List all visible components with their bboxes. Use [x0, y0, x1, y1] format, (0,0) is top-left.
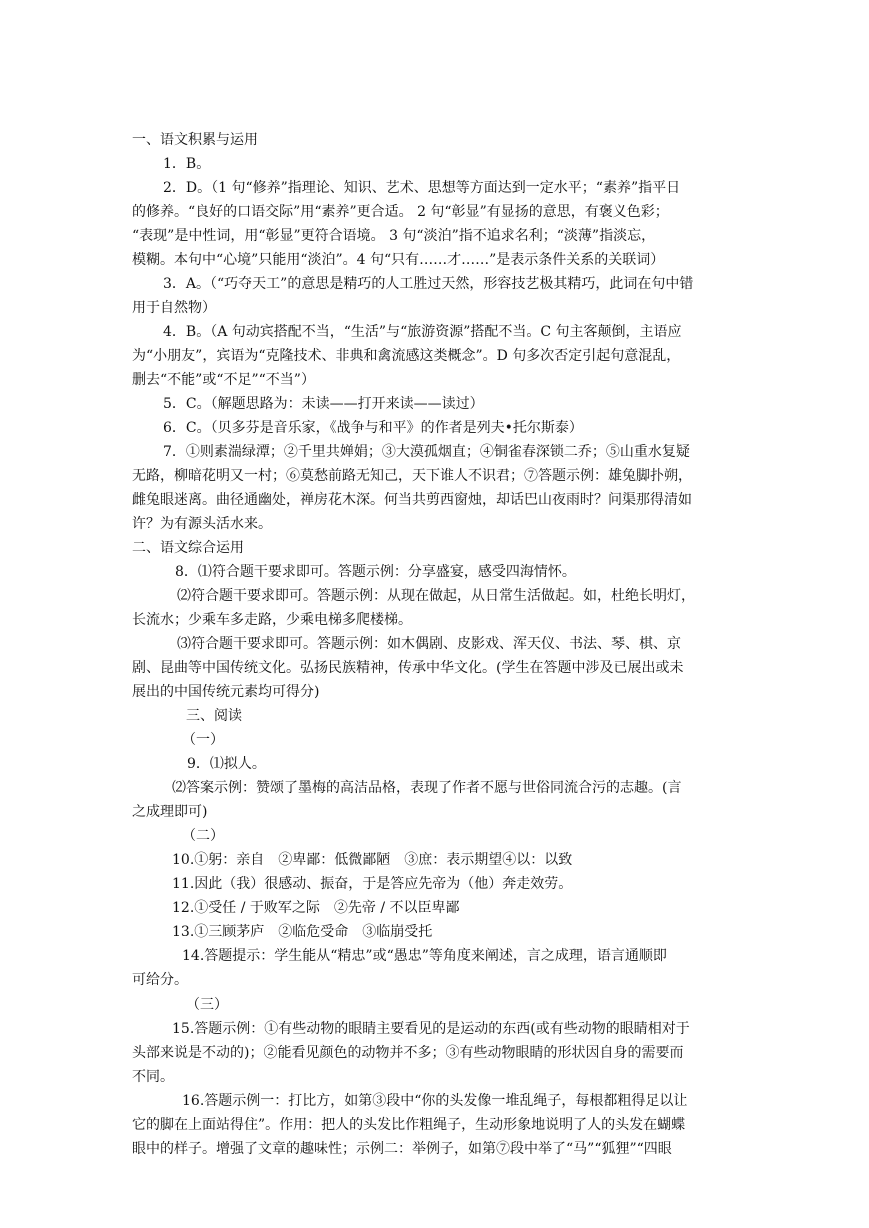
text-line: 13.①三顾茅庐 ②临危受命 ③临崩受托 — [172, 924, 433, 940]
text-line: ⑵答案示例：赞颂了墨梅的高洁品格，表现了作者不愿与世俗同流合污的志趣。(言 — [172, 780, 682, 796]
text-line: 为“小朋友”，宾语为“克隆技术、非典和禽流感这类概念”。D 句多次否定引起句意混乱， — [132, 348, 681, 364]
text-line: 用于自然物） — [132, 300, 216, 316]
text-line: 不同。 — [132, 1069, 174, 1085]
text-line: 14.答题提示：学生能从“精忠”或“愚忠”等角度来阐述，言之成理，语言通顺即 — [182, 948, 667, 964]
text-line: 4．B。（A 句动宾搭配不当，“生活”与“旅游资源”搭配不当。C 句主客颠倒，主语应 — [163, 324, 682, 340]
text-line: 三、阅读 — [186, 708, 242, 724]
text-line: 2．D。（1 句“修养”指理论、知识、艺术、思想等方面达到一定水平；“素养”指平日 — [163, 180, 681, 196]
text-line: 删去“不能”或“不足”“不当”） — [132, 372, 315, 388]
text-line: 之成理即可) — [132, 804, 208, 820]
text-line: 二、语文综合运用 — [132, 540, 244, 556]
text-line: 6．C。（贝多芬是音乐家，《战争与和平》的作者是列夫•托尔斯泰） — [163, 420, 583, 436]
text-line: 它的脚在上面站得住”。作用：把人的头发比作粗绳子，生动形象地说明了人的头发在蝴蝶 — [132, 1117, 686, 1133]
text-line: 10.①躬：亲自 ②卑鄙：低微鄙陋 ③庶：表示期望④以：以致 — [172, 852, 573, 868]
text-line: 15.答题示例：①有些动物的眼睛主要看见的是运动的东西(或有些动物的眼睛相对于 — [172, 1021, 690, 1037]
text-line: 模糊。本句中“心境”只能用“淡泊”。4 句“只有……才……”是表示条件关系的关联词） — [132, 252, 665, 268]
text-line: （三） — [186, 997, 228, 1013]
text-line: 7．①则素湍绿潭；②千里共婵娟；③大漠孤烟直；④铜雀春深锁二乔；⑤山重水复疑 — [163, 444, 690, 460]
text-line: 11.因此（我）很感动、振奋，于是答应先帝为（他）奔走效劳。 — [172, 876, 573, 892]
text-line: 无路，柳暗花明又一村；⑥莫愁前路无知己，天下谁人不识君；⑦答题示例：雄兔脚扑朔， — [132, 468, 692, 484]
text-line: 5．C。（解题思路为：未读——打开来读——读过） — [163, 396, 484, 412]
text-line: 16.答题示例一：打比方，如第③段中“你的头发像一堆乱绳子，每根都粗得足以让 — [182, 1093, 688, 1109]
text-line: ⑵符合题干要求即可。答题示例：从现在做起，从日常生活做起。如，杜绝长明灯， — [177, 588, 695, 604]
text-line: 许？为有源头活水来。 — [132, 516, 272, 532]
text-line: ⑶符合题干要求即可。答题示例：如木偶剧、皮影戏、浑天仪、书法、琴、棋、京 — [177, 636, 681, 652]
text-line: 一、语文积累与运用 — [132, 132, 258, 148]
text-line: “表现”是中性词，用“彰显”更符合语境。 3 句“淡泊”指不追求名利；“淡薄”指淡忘， — [132, 228, 656, 244]
text-line: 可给分。 — [132, 972, 188, 988]
text-line: 眼中的样子。增强了文章的趣味性；示例二：举例子，如第⑦段中举了“马”“狐狸”“四眼 — [132, 1141, 672, 1157]
text-line: 头部来说是不动的)；②能看见颜色的动物并不多；③有些动物眼睛的形状因自身的需要而 — [132, 1045, 684, 1061]
text-line: （二） — [182, 828, 224, 844]
text-line: 的修养。“良好的口语交际”用“素养”更合适。 2 句“彰显”有显扬的意思，有褒义色彩； — [132, 204, 669, 220]
text-line: 展出的中国传统元素均可得分) — [132, 684, 320, 700]
text-line: 剧、昆曲等中国传统文化。弘扬民族精神，传承中华文化。(学生在答题中涉及已展出或未 — [132, 660, 684, 676]
text-line: 9．⑴拟人。 — [187, 756, 266, 772]
text-line: 长流水；少乘车多走路，少乘电梯多爬楼梯。 — [132, 612, 412, 628]
text-line: （一） — [182, 732, 224, 748]
text-line: 3．A。（“巧夺天工”的意思是精巧的人工胜过天然，形容技艺极其精巧，此词在句中错 — [163, 276, 694, 292]
text-line: 1．B。 — [163, 156, 211, 172]
text-line: 8．⑴符合题干要求即可。答题示例：分享盛宴，感受四海情怀。 — [175, 564, 576, 580]
text-line: 雌兔眼迷离。曲径通幽处，禅房花木深。何当共剪西窗烛，却话巴山夜雨时？问渠那得清如 — [132, 492, 692, 508]
text-line: 12.①受任 / 于败军之际 ②先帝 / 不以臣卑鄙 — [172, 900, 460, 916]
